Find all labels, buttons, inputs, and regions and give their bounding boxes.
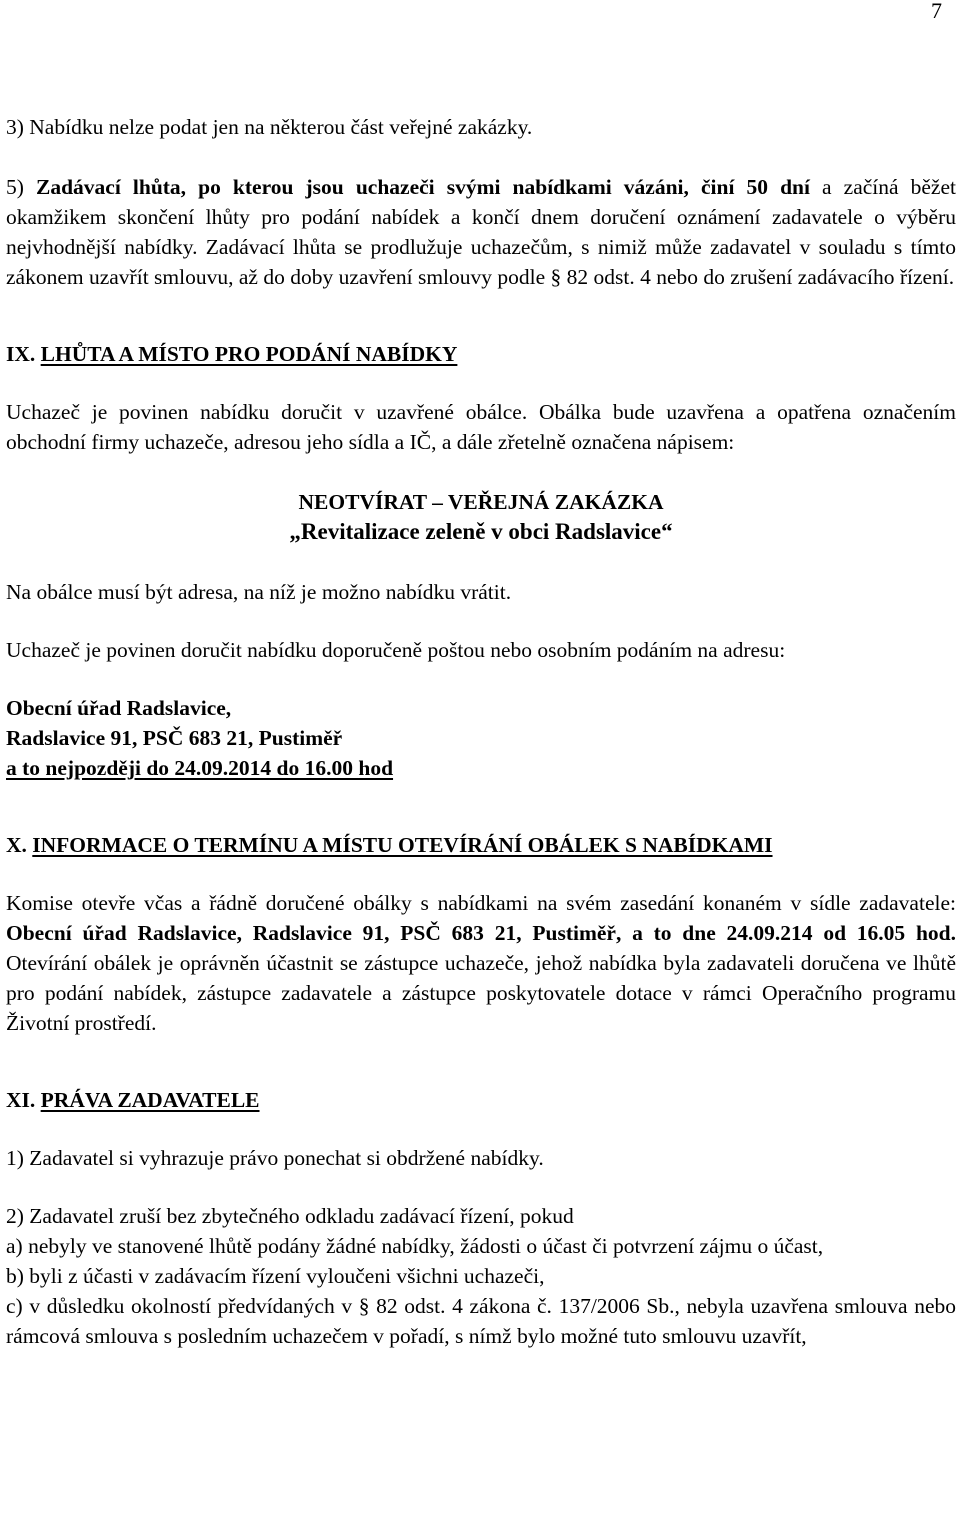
- submission-deadline: [6, 753, 956, 783]
- section-11-item-2: 2) Zadavatel zruší bez zbytečného odkladu zadávací řízení, pokud: [6, 1204, 574, 1228]
- section-10-text-end: Otevírání obálek je oprávněn účastnit se zástupce uchazeče, jehož nabídka byla zadavateli doručena ve lhůtě pro podání nabídek, zástupce zadavatele a zástupce poskytovatele dotace v rámci Operačního programu Životní prostředí.: [6, 951, 956, 1035]
- section-10-text: [6, 888, 956, 1038]
- section-10-text-bold: Obecní úřad Radslavice, Radslavice 91, PSČ 683 21, Pustiměř, a to dne 24.09.214 od 16.05 hod.: [6, 921, 956, 945]
- section-10-text-start: Komise otevře včas a řádně doručené obálky s nabídkami na svém zasedání konaném v sídle zadavatele:: [6, 891, 956, 915]
- section-11-number: XI.: [6, 1088, 41, 1112]
- envelope-note: Na obálce musí být adresa, na níž je možno nabídku vrátit.: [6, 580, 512, 604]
- section-10-number: X.: [6, 833, 33, 857]
- paragraph-5-bold: Zadávací lhůta, po kterou jsou uchazeči svými nabídkami vázáni, činí 50 dní: [36, 175, 810, 199]
- section-9-intro: Uchazeč je povinen nabídku doručit v uzavřené obálce. Obálka bude uzavřena a opatřena označením obchodní firmy uchazeče, adresou jeho sídla a IČ, a dále zřetelně označena nápisem:: [6, 400, 956, 454]
- paragraph-5-rest: a začíná běžet okamžikem skončení lhůty pro podání nabídek a končí dnem doručení oznámení zadavatele o výběru nejvhodnější nabídky. Zadávací lhůta se prodlužuje uchazečům, s nimiž může zadavatel v souladu s tímto zákonem uzavřít smlouvu, až do doby uzavření smlouvy podle § 82 odst. 4 nebo do zrušení zadávacího řízení.: [6, 175, 956, 289]
- envelope-label-line-1: NEOTVÍRAT – VEŘEJNÁ ZAKÁZKA: [298, 490, 664, 514]
- envelope-label-line-2: „Revitalizace zeleně v obci Radslavice“: [289, 519, 673, 544]
- section-10-heading: [6, 830, 956, 860]
- page-number: 7: [931, 0, 942, 23]
- section-11-item-2b: b) byli z účasti v zadávacím řízení vyloučeni všichni uchazeči,: [6, 1264, 545, 1288]
- section-11-title: PRÁVA ZADAVATELE: [40, 1088, 260, 1112]
- section-9-heading: [6, 339, 956, 369]
- submission-deadline-text: a to nejpozději do 24.09.2014 do 16.00 hod: [6, 756, 394, 780]
- section-11-item-2a: a) nebyly ve stanovené lhůtě podány žádné nabídky, žádosti o účast či potvrzení zájmu o účast,: [6, 1234, 824, 1258]
- section-11-item-2c: c) v důsledku okolností předvídaných v § 82 odst. 4 zákona č. 137/2006 Sb., nebyla uzavřena smlouva nebo rámcová smlouva s posledním uchazečem v pořadí, s nímž bylo možné tuto smlouvu uzavřít,: [6, 1294, 956, 1348]
- section-10-title: INFORMACE O TERMÍNU A MÍSTU OTEVÍRÁNÍ OBÁLEK S NABÍDKAMI: [32, 833, 773, 857]
- address-line-2: Radslavice 91, PSČ 683 21, Pustiměř: [6, 726, 343, 750]
- document-body: [6, 112, 956, 1351]
- section-9-number: IX.: [6, 342, 41, 366]
- section-11-heading: [6, 1085, 956, 1115]
- delivery-instruction: Uchazeč je povinen doručit nabídku doporučeně poštou nebo osobním podáním na adresu:: [6, 638, 786, 662]
- section-9-title: LHŮTA A MÍSTO PRO PODÁNÍ NABÍDKY: [40, 342, 458, 366]
- address-line-1: Obecní úřad Radslavice,: [6, 696, 232, 720]
- paragraph-5-prefix: 5): [6, 175, 36, 199]
- section-11-item-1: 1) Zadavatel si vyhrazuje právo ponechat si obdržené nabídky.: [6, 1146, 544, 1170]
- paragraph-3: 3) Nabídku nelze podat jen na některou část veřejné zakázky.: [6, 115, 533, 139]
- paragraph-5: [6, 172, 956, 292]
